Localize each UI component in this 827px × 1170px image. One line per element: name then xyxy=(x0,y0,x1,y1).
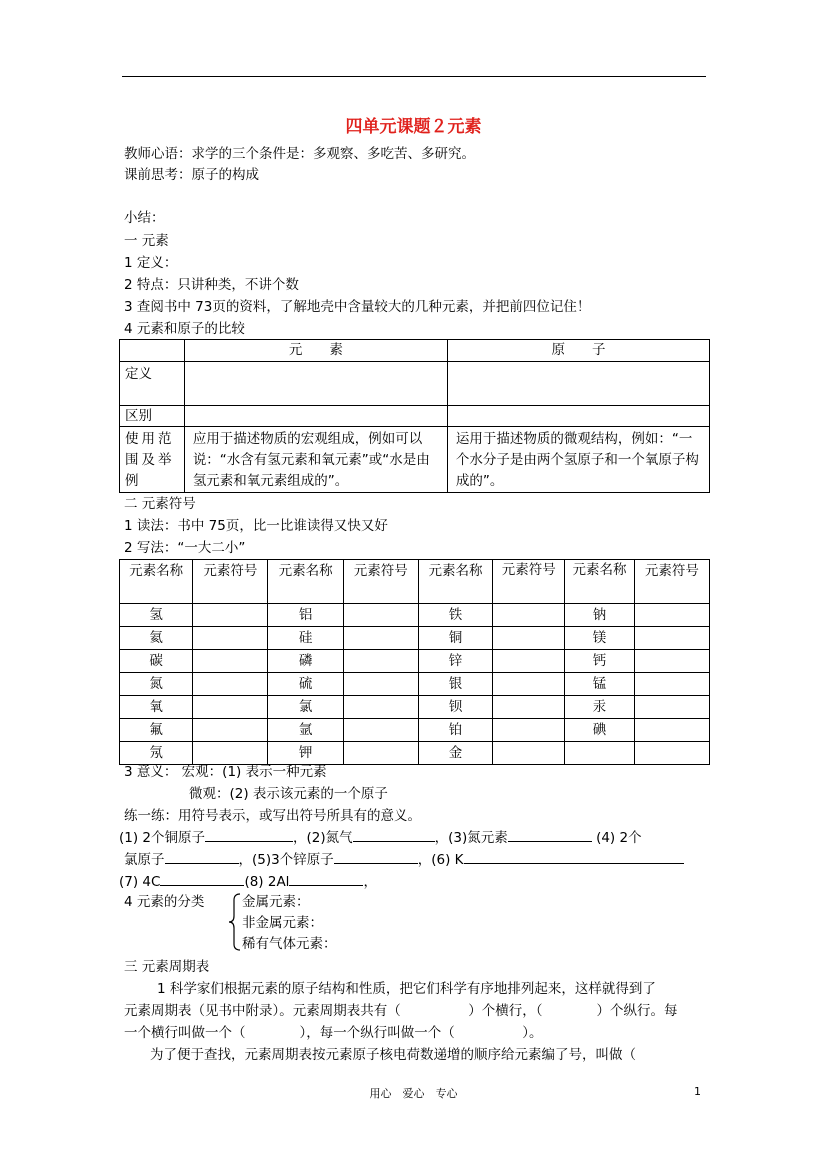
element-name-cell: 铝 xyxy=(268,604,343,627)
element-symbol-cell[interactable] xyxy=(634,719,709,742)
element-symbol-cell[interactable] xyxy=(493,673,565,696)
element-symbol-cell[interactable] xyxy=(193,650,268,673)
header-name-1: 元素名称 xyxy=(120,560,193,604)
element-symbol-cell[interactable] xyxy=(193,696,268,719)
answer-blank[interactable] xyxy=(353,828,435,842)
element-name-cell: 金 xyxy=(418,742,492,765)
section-3-para-1c: 一个横行叫做一个（ ），每一个纵行叫做一个（ ）。 xyxy=(124,1025,543,1041)
meaning-line-1: 3 意义： 宏观：(1) 表示一种元素 xyxy=(124,764,327,780)
element-name-cell: 硅 xyxy=(268,627,343,650)
exercise-line-1 xyxy=(119,828,642,848)
element-symbol-cell[interactable] xyxy=(193,604,268,627)
element-symbol-cell[interactable] xyxy=(493,719,565,742)
element-name-cell: 钾 xyxy=(268,742,343,765)
summary-label: 小结： xyxy=(124,210,165,226)
answer-blank[interactable] xyxy=(205,828,293,842)
exercise-q3: ，(3)氮元素 xyxy=(434,830,508,846)
page-footer: 用心 爱心 专心 xyxy=(369,1087,458,1100)
answer-blank[interactable] xyxy=(165,850,239,864)
element-symbol-cell[interactable] xyxy=(493,650,565,673)
element-name-cell: 钡 xyxy=(418,696,492,719)
exercise-q8-end: ， xyxy=(363,874,377,890)
element-symbol-cell[interactable] xyxy=(343,673,418,696)
exercise-q7: (7) 4C xyxy=(119,874,161,890)
comparison-table xyxy=(119,339,710,493)
header-name-2: 元素名称 xyxy=(268,560,343,604)
element-name-cell: 锌 xyxy=(418,650,492,673)
section-2-item-1: 1 读法：书中 75页，比一比谁读得又快又好 xyxy=(124,518,388,534)
answer-blank[interactable] xyxy=(464,850,684,864)
table-row xyxy=(120,650,710,673)
section-1-heading: 一 元素 xyxy=(124,233,169,249)
symbol-table xyxy=(119,559,710,765)
header-symbol-1: 元素符号 xyxy=(193,560,268,604)
section-3-para-2: 为了便于查找，元素周期表按元素原子核电荷数递增的顺序给元素编了号，叫做（ xyxy=(150,1047,636,1063)
answer-blank[interactable] xyxy=(508,828,592,842)
element-name-cell: 碳 xyxy=(120,650,193,673)
element-name-cell: 钙 xyxy=(565,650,634,673)
header-name-3: 元素名称 xyxy=(418,560,492,604)
section-1-item-1: 1 定义： xyxy=(124,255,178,271)
pre-class-question: 课前思考：原子的构成 xyxy=(124,167,259,183)
section-3-para-1b: 元素周期表（见书中附录）。元素周期表共有（ ）个横行，（ ）个纵行。每 xyxy=(124,1003,678,1019)
element-name-cell: 氦 xyxy=(120,627,193,650)
element-symbol-cell[interactable] xyxy=(493,742,565,765)
header-symbol-2: 元素符号 xyxy=(343,560,418,604)
element-name-cell: 铁 xyxy=(418,604,492,627)
section-2-heading: 二 元素符号 xyxy=(124,496,196,512)
element-name-cell: 铜 xyxy=(418,627,492,650)
element-symbol-cell[interactable] xyxy=(634,604,709,627)
element-name-cell: 氩 xyxy=(268,719,343,742)
section-1-item-3: 3 查阅书中 73页的资料，了解地壳中含量较大的几种元素，并把前四位记住！ xyxy=(124,299,591,315)
exercise-intro: 练一练：用符号表示，或写出符号所具有的意义。 xyxy=(124,808,421,824)
header-element: 元 素 xyxy=(184,340,447,362)
table-row xyxy=(120,406,710,427)
table-cell xyxy=(184,406,447,427)
exercise-line-2 xyxy=(124,850,684,870)
answer-blank[interactable] xyxy=(160,872,244,886)
element-symbol-cell[interactable] xyxy=(634,650,709,673)
element-name-cell: 磷 xyxy=(268,650,343,673)
left-brace-icon xyxy=(228,892,242,952)
element-name-cell: 氧 xyxy=(120,696,193,719)
row-label-difference: 区别 xyxy=(120,406,185,427)
classification-label: 4 元素的分类 xyxy=(124,894,205,910)
element-name-cell: 氟 xyxy=(120,719,193,742)
usage-atom-text: 运用于描述物质的微观结构，例如：“一个水分子是由两个氢原子和一个氧原子构成的”。 xyxy=(447,427,709,493)
table-row xyxy=(120,340,710,362)
section-2-item-2: 2 写法：“一大二小” xyxy=(124,540,246,556)
element-symbol-cell[interactable] xyxy=(343,627,418,650)
table-cell xyxy=(447,362,709,406)
table-cell xyxy=(447,406,709,427)
element-symbol-cell[interactable] xyxy=(634,742,709,765)
table-row xyxy=(120,719,710,742)
class-noble-gas: 稀有气体元素： xyxy=(242,936,337,952)
table-row xyxy=(120,362,710,406)
element-symbol-cell[interactable] xyxy=(634,696,709,719)
exercise-q4: (4) 2个 xyxy=(596,830,642,846)
usage-element-text: 应用于描述物质的宏观组成，例如可以说：“水含有氢元素和氧元素”或“水是由氢元素和氧元素组成的”。 xyxy=(184,427,447,493)
element-name-cell: 氖 xyxy=(120,742,193,765)
section-1-item-4: 4 元素和原子的比较 xyxy=(124,321,245,337)
section-1-item-2: 2 特点：只讲种类，不讲个数 xyxy=(124,277,299,293)
table-row xyxy=(120,627,710,650)
element-name-cell: 氢 xyxy=(120,604,193,627)
element-name-cell: 钠 xyxy=(565,604,634,627)
element-symbol-cell[interactable] xyxy=(193,719,268,742)
table-row xyxy=(120,427,710,493)
element-symbol-cell[interactable] xyxy=(493,696,565,719)
exercise-q2: ，(2)氮气 xyxy=(293,830,353,846)
table-cell xyxy=(120,340,185,362)
header-rule xyxy=(122,76,706,77)
answer-blank[interactable] xyxy=(289,872,363,886)
element-name-cell: 锰 xyxy=(565,673,634,696)
exercise-q6: ，(6) K xyxy=(417,852,464,868)
element-symbol-cell[interactable] xyxy=(193,627,268,650)
element-name-cell: 硫 xyxy=(268,673,343,696)
element-symbol-cell[interactable] xyxy=(343,719,418,742)
element-symbol-cell[interactable] xyxy=(493,604,565,627)
element-symbol-cell[interactable] xyxy=(193,673,268,696)
element-name-cell: 氯 xyxy=(268,696,343,719)
header-symbol-4: 元素符号 xyxy=(634,560,709,604)
element-name-cell: 汞 xyxy=(565,696,634,719)
element-symbol-cell[interactable] xyxy=(493,627,565,650)
row-label-usage: 使用范围及举例 xyxy=(120,427,185,493)
table-cell xyxy=(184,362,447,406)
exercise-q4b: 氯原子 xyxy=(124,852,165,868)
table-row xyxy=(120,673,710,696)
page-number: 1 xyxy=(694,1085,701,1098)
answer-blank[interactable] xyxy=(334,850,418,864)
teacher-note: 教师心语：求学的三个条件是：多观察、多吃苦、多研究。 xyxy=(124,146,475,162)
element-name-cell: 铂 xyxy=(418,719,492,742)
header-atom: 原 子 xyxy=(447,340,709,362)
table-row xyxy=(120,696,710,719)
page-title: 四单元课题２元素 xyxy=(345,117,482,137)
element-symbol-cell[interactable] xyxy=(343,696,418,719)
row-label-definition: 定义 xyxy=(120,362,185,406)
exercise-line-3 xyxy=(119,872,377,892)
header-name-4: 元素名称 xyxy=(565,560,634,604)
element-symbol-cell[interactable] xyxy=(343,742,418,765)
element-symbol-cell[interactable] xyxy=(343,650,418,673)
table-row xyxy=(120,604,710,627)
element-symbol-cell[interactable] xyxy=(634,673,709,696)
element-name-cell: 镁 xyxy=(565,627,634,650)
table-header-row xyxy=(120,560,710,604)
header-symbol-3: 元素符号 xyxy=(493,560,565,604)
class-metal: 金属元素： xyxy=(242,894,310,910)
element-name-cell: 银 xyxy=(418,673,492,696)
element-name-cell: 氮 xyxy=(120,673,193,696)
element-name-cell: 碘 xyxy=(565,719,634,742)
section-3-para-1a: 1 科学家们根据元素的原子结构和性质，把它们科学有序地排列起来，这样就得到了 xyxy=(157,981,656,997)
exercise-q5: ，(5)3个锌原子 xyxy=(238,852,334,868)
exercise-q8: (8) 2Al xyxy=(244,874,290,890)
element-symbol-cell[interactable] xyxy=(634,627,709,650)
element-name-cell xyxy=(565,742,634,765)
class-nonmetal: 非金属元素： xyxy=(242,915,323,931)
meaning-line-2: 微观：(2) 表示该元素的一个原子 xyxy=(189,786,388,802)
element-symbol-cell[interactable] xyxy=(343,604,418,627)
exercise-q1: (1) 2个铜原子 xyxy=(119,830,206,846)
section-3-heading: 三 元素周期表 xyxy=(124,959,210,975)
